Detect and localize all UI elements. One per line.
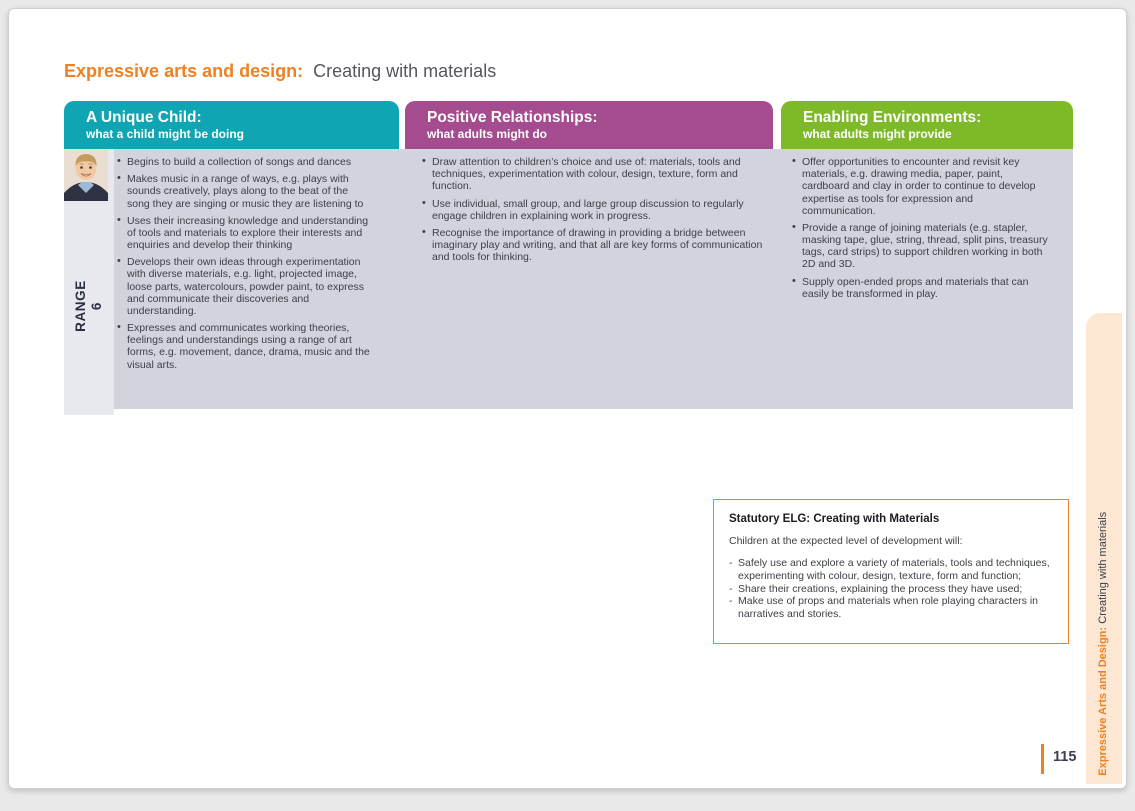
side-tab-aspect: Creating with materials <box>1097 512 1109 625</box>
page-number: 115 <box>1053 749 1077 765</box>
document-page <box>8 8 1127 789</box>
header-enabling-environments-title: Enabling Environments: <box>803 109 982 126</box>
elg-item: - Make use of props and materials when role playing characters in narratives and stories. <box>729 595 1052 621</box>
column-enabling-environments <box>791 156 1049 305</box>
elg-intro: Children at the expected level of development will: <box>729 535 963 547</box>
section-side-tab <box>1086 313 1122 784</box>
elg-item: - Safely use and explore a variety of materials, tools and techniques, experimenting with colour, design, texture, form and function; <box>729 557 1052 583</box>
bullet-item: • Develops their own ideas through experimentation with diverse materials, e.g. light, projected image, loose parts, watercolours, powder paint, to express and communicate their discoveries and understanding. <box>116 256 372 317</box>
range-number: 6 <box>89 301 104 311</box>
page-number-divider <box>1041 744 1044 774</box>
elg-title: Statutory ELG: Creating with Materials <box>729 513 940 525</box>
header-positive-relationships <box>405 101 773 149</box>
header-unique-child-title: A Unique Child: <box>86 109 202 126</box>
bullet-item: • Offer opportunities to encounter and revisit key materials, e.g. drawing media, paper, paint, cardboard and clay in order to continue to develop expertise as tools for expression and communication. <box>791 156 1049 217</box>
child-photo <box>64 149 108 201</box>
header-unique-child-subtitle: what a child might be doing <box>86 127 244 142</box>
header-positive-relationships-subtitle: what adults might do <box>427 127 547 142</box>
header-enabling-environments <box>781 101 1073 149</box>
elg-item: - Share their creations, explaining the process they have used; <box>729 583 1052 596</box>
bullet-item: • Makes music in a range of ways, e.g. plays with sounds creatively, plays along to the beat of the song they are singing or music they are listening to <box>116 173 372 210</box>
bullet-item: • Provide a range of joining materials (e.g. stapler, masking tape, glue, string, thread, split pins, treasury tags, card strips) to support children working in both 2D and 3D. <box>791 222 1049 271</box>
page-title-category: Expressive arts and design: <box>64 61 304 81</box>
bullet-item: • Use individual, small group, and large group discussion to regularly engage children in explaining work in progress. <box>421 198 773 222</box>
section-side-tab-text <box>1097 508 1109 776</box>
bullet-item: • Uses their increasing knowledge and understanding of tools and materials to explore their interests and enquiries and develop their thinking <box>116 215 372 252</box>
header-unique-child <box>64 101 399 149</box>
elg-items <box>729 557 1052 621</box>
bullet-item: • Supply open-ended props and materials that can easily be transformed in play. <box>791 276 1049 300</box>
range-word: RANGE <box>73 280 89 332</box>
bullet-item: • Draw attention to children’s choice and use of: materials, tools and techniques, experimentation with colour, design, texture, form and function. <box>421 156 773 193</box>
column-unique-child <box>116 156 372 376</box>
header-enabling-environments-subtitle: what adults might provide <box>803 127 952 142</box>
bullet-item: • Begins to build a collection of songs and dances <box>116 156 372 168</box>
statutory-elg-box <box>713 499 1069 644</box>
side-tab-category: Expressive Arts and Design: <box>1097 627 1109 776</box>
bullet-item: • Expresses and communicates working theories, feelings and understandings using a range of art forms, e.g. movement, dance, drama, music and the visual arts. <box>116 322 372 371</box>
range-label <box>64 261 114 351</box>
page-title <box>64 61 496 82</box>
column-positive-relationships <box>421 156 773 268</box>
page-title-aspect: Creating with materials <box>313 61 497 81</box>
header-positive-relationships-title: Positive Relationships: <box>427 109 598 126</box>
bullet-item: • Recognise the importance of drawing in providing a bridge between imaginary play and writing, and that all are key forms of communication and tools for thinking. <box>421 227 773 264</box>
